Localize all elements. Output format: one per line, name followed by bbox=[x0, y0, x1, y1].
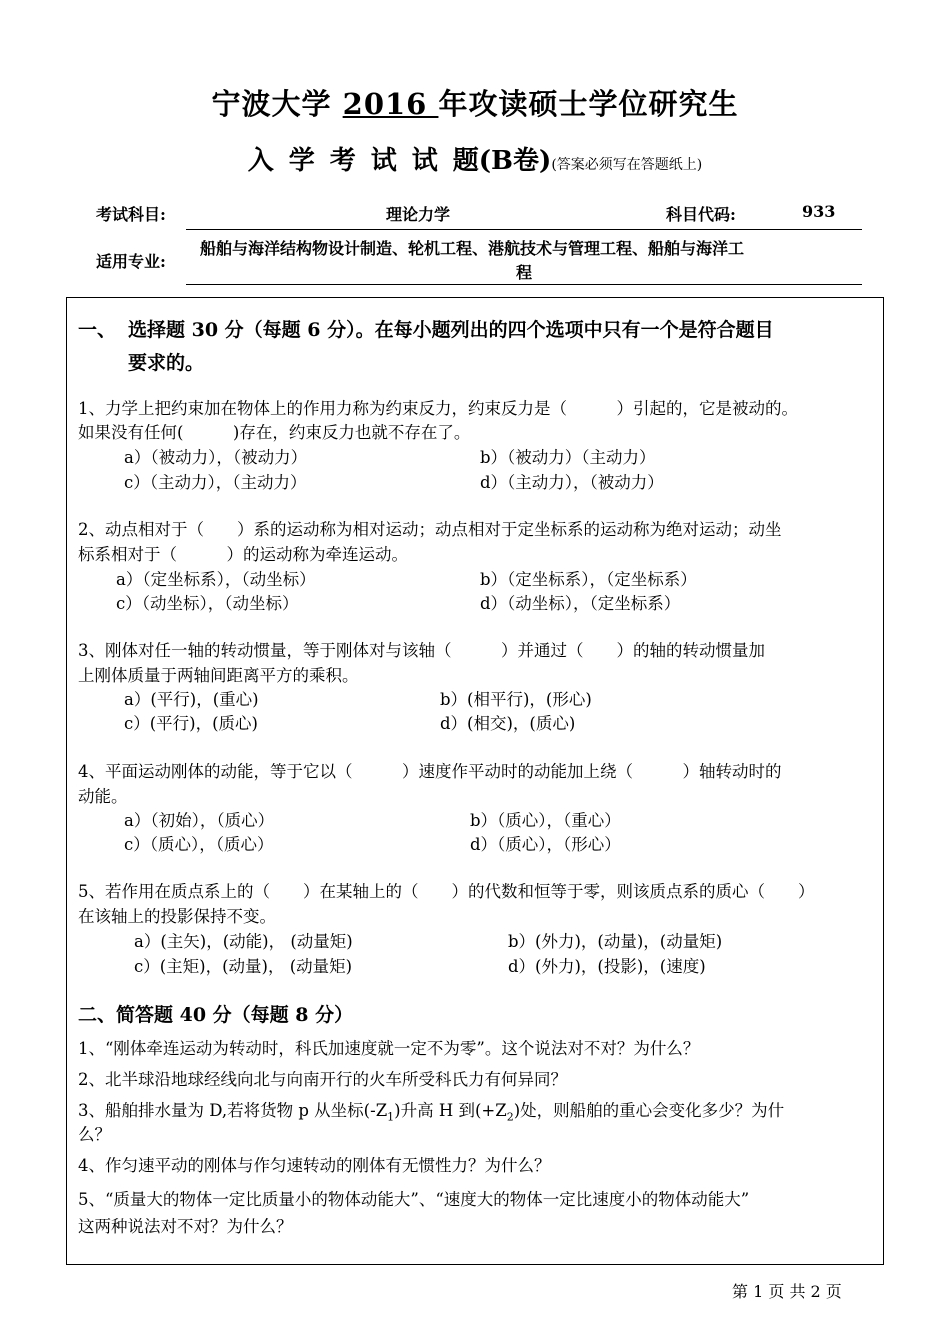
section1-number: 一、 bbox=[78, 319, 117, 341]
major-label: 适用专业: bbox=[96, 252, 166, 271]
s2-q2: 2、北半球沿地球经线向北与向南开行的火车所受科氏力有何异同？ bbox=[78, 1070, 567, 1089]
section1-title-line2: 要求的。 bbox=[128, 352, 205, 374]
q4-option-a: a）（初始），（质心） bbox=[124, 811, 275, 830]
q4-option-c: c）（质心），（质心） bbox=[124, 835, 274, 854]
subject-value: 理论力学 bbox=[386, 205, 451, 224]
q3-line2: 上刚体质量于两轴间距离平方的乘积。 bbox=[78, 666, 359, 685]
q1-option-b: b）（被动力）（主动力） bbox=[480, 448, 656, 467]
q3-option-a: a）(平行)，(重心) bbox=[124, 690, 259, 709]
major-underline bbox=[186, 284, 862, 285]
q2-option-d: d）（动坐标），（定坐标系） bbox=[480, 594, 681, 613]
s2-q3-line2: 么？ bbox=[78, 1125, 111, 1144]
s2-q3-line1: 3、船舶排水量为 D,若将货物 p 从坐标$(-Z_1)$升高 H 到$(+Z_2)$处，则船舶的重心会变化多少？为什 bbox=[78, 1101, 785, 1124]
subject-label: 考试科目: bbox=[96, 205, 166, 224]
page-number: 第 1 页 共 2 页 bbox=[732, 1282, 842, 1301]
q3-option-c: c）(平行)，(质心) bbox=[124, 714, 258, 733]
q4-line1: 4、平面运动刚体的动能，等于它以（ ）速度作平动时的动能加上绕（ ）轴转动时的 bbox=[78, 762, 782, 781]
q2-option-c: c）（动坐标），（动坐标） bbox=[116, 594, 299, 613]
s2-q5-line2: 这两种说法对不对？为什么？ bbox=[78, 1217, 293, 1236]
q5-line2: 在该轴上的投影保持不变。 bbox=[78, 907, 276, 926]
q5-option-b: b）(外力)，(动量)，(动量矩) bbox=[508, 932, 723, 951]
q1-line1: 1、力学上把约束加在物体上的作用力称为约束反力，约束反力是（ ）引起的，它是被动的。 bbox=[78, 399, 798, 418]
exam-subtitle: 入学考试试题(B卷)(答案必须写在答题纸上) bbox=[247, 146, 703, 176]
q5-option-a: a）(主矢)，(动能)， (动量矩) bbox=[134, 932, 353, 951]
q1-option-d: d）（主动力），（被动力） bbox=[480, 473, 664, 492]
answer-note: (答案必须写在答题纸上) bbox=[551, 157, 703, 173]
q2-option-b: b）（定坐标系），（定坐标系） bbox=[480, 570, 697, 589]
q2-option-a: a）（定坐标系），（动坐标） bbox=[116, 570, 316, 589]
q5-line1: 5、若作用在质点系上的（ ）在某轴上的（ ）的代数和恒等于零，则该质点系的质心（ ） bbox=[78, 882, 815, 901]
q1-option-c: c）（主动力），（主动力） bbox=[124, 473, 307, 492]
q4-option-d: d）（质心），（形心） bbox=[470, 835, 621, 854]
q4-line2: 动能。 bbox=[78, 787, 128, 806]
major-value-line1: 船舶与海洋结构物设计制造、轮机工程、港航技术与管理工程、船舶与海洋工 bbox=[200, 239, 745, 258]
section2-title: 二、简答题 40 分（每题 8 分） bbox=[78, 1004, 354, 1026]
exam-year: 2016 bbox=[342, 87, 439, 121]
code-label: 科目代码: bbox=[666, 205, 736, 224]
s2-q4: 4、作匀速平动的刚体与作匀速转动的刚体有无惯性力？为什么？ bbox=[78, 1156, 551, 1175]
exam-title: 宁波大学 2016 年攻读硕士学位研究生 bbox=[211, 87, 739, 121]
q1-line2: 如果没有任何( )存在，约束反力也就不存在了。 bbox=[78, 423, 471, 442]
subject-underline bbox=[186, 229, 862, 230]
q3-line1: 3、刚体对任一轴的转动惯量，等于刚体对与该轴（ ）并通过（ ）的轴的转动惯量加 bbox=[78, 641, 765, 660]
code-value: 933 bbox=[802, 202, 836, 221]
section1-title-line1: 选择题 30 分（每题 6 分）。在每小题列出的四个选项中只有一个是符合题目 bbox=[128, 319, 774, 341]
q3-option-b: b）(相平行)，(形心) bbox=[440, 690, 592, 709]
q5-option-d: d）(外力)，(投影)，(速度) bbox=[508, 957, 706, 976]
q2-line2: 标系相对于（ ）的运动称为牵连运动。 bbox=[78, 545, 408, 564]
q5-option-c: c）(主矩)，(动量)， (动量矩) bbox=[134, 957, 353, 976]
major-value-line2: 程 bbox=[516, 263, 533, 282]
s2-q5-line1: 5、“质量大的物体一定比质量小的物体动能大”、“速度大的物体一定比速度小的物体动能大” bbox=[78, 1190, 750, 1209]
q4-option-b: b）（质心），（重心） bbox=[470, 811, 621, 830]
s2-q1: 1、“刚体牵连运动为转动时，科氏加速度就一定不为零”。这个说法对不对？为什么？ bbox=[78, 1039, 700, 1058]
q3-option-d: d）(相交)，(质心) bbox=[440, 714, 576, 733]
q1-option-a: a）（被动力），（被动力） bbox=[124, 448, 308, 467]
q2-line1: 2、动点相对于（ ）系的运动称为相对运动；动点相对于定坐标系的运动称为绝对运动；动坐 bbox=[78, 520, 782, 539]
